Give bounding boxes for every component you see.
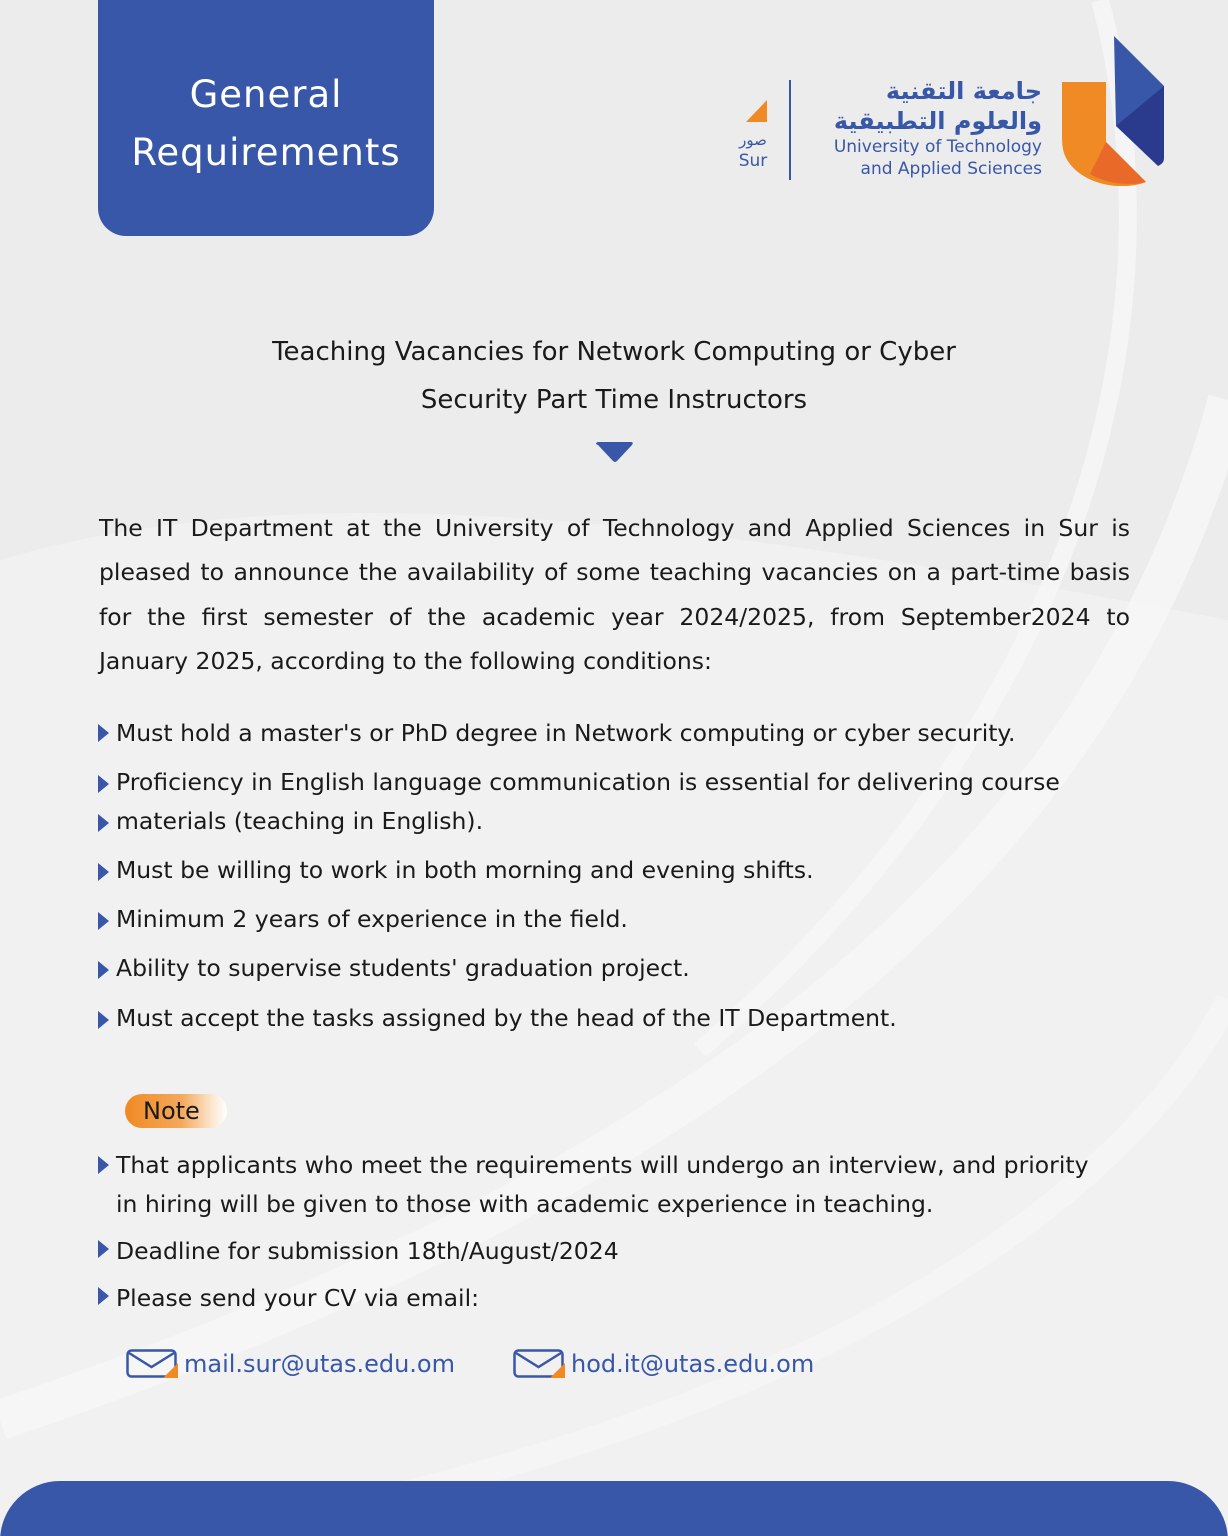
list-item: Deadline for submission 18th/August/2024 bbox=[96, 1232, 619, 1271]
list-item: Must hold a master's or PhD degree in Network computing or cyber security. bbox=[96, 714, 1015, 753]
page-title-line2: Security Part Time Instructors bbox=[420, 385, 808, 415]
campus-name-arabic: صور bbox=[739, 131, 767, 149]
tab-title-line1: General bbox=[189, 73, 343, 116]
page-title-line1: Teaching Vacancies for Network Computing or Cyber bbox=[272, 337, 956, 367]
campus-label bbox=[728, 100, 778, 172]
footer-band bbox=[0, 1481, 1228, 1536]
email-address[interactable]: hod.it@utas.edu.om bbox=[571, 1350, 815, 1378]
bullet-arrow-icon bbox=[98, 775, 109, 793]
section-tab bbox=[98, 0, 434, 236]
university-name bbox=[800, 76, 1042, 180]
note-badge: Note bbox=[125, 1094, 227, 1128]
bullet-arrow-icon bbox=[98, 912, 109, 930]
bullet-arrow-icon bbox=[98, 1240, 109, 1258]
page-title bbox=[214, 328, 1014, 424]
list-item: Ability to supervise students' graduation project. bbox=[96, 949, 690, 988]
email-link-hod[interactable] bbox=[513, 1346, 823, 1382]
list-item: materials (teaching in English). bbox=[96, 802, 483, 841]
email-link-sur[interactable] bbox=[126, 1346, 466, 1382]
logo-divider bbox=[789, 80, 791, 180]
university-name-english-line2: and Applied Sciences bbox=[860, 159, 1042, 179]
list-item: Proficiency in English language communication is essential for delivering course bbox=[96, 763, 1060, 802]
intro-paragraph: The IT Department at the University of Technology and Applied Sciences in Sur is pleased to announce the availability of some teaching vacancies on a part-time basis for the first semester of the academic year 2024/2025, from September2024 to January 2025, according to the following conditions: bbox=[99, 514, 1130, 675]
list-item: Please send your CV via email: bbox=[96, 1279, 479, 1318]
bullet-arrow-icon bbox=[98, 961, 109, 979]
bullet-arrow-icon bbox=[98, 1156, 109, 1174]
university-name-arabic-line2: والعلوم التطبيقية bbox=[833, 107, 1042, 135]
campus-triangle-icon bbox=[746, 100, 768, 122]
bullet-arrow-icon bbox=[98, 863, 109, 881]
envelope-icon bbox=[513, 1349, 567, 1379]
bullet-arrow-icon bbox=[98, 724, 109, 742]
list-item: Must be willing to work in both morning and evening shifts. bbox=[96, 851, 814, 890]
university-name-arabic-line1: جامعة التقنية bbox=[885, 77, 1042, 105]
university-name-english-line1: University of Technology bbox=[833, 137, 1042, 157]
bullet-arrow-icon bbox=[98, 1011, 109, 1029]
campus-name-english: Sur bbox=[738, 151, 768, 171]
list-item: That applicants who meet the requirements will undergo an interview, and priority bbox=[96, 1146, 1089, 1185]
email-address[interactable]: mail.sur@utas.edu.om bbox=[184, 1350, 455, 1378]
university-logo-icon bbox=[1060, 34, 1168, 186]
bullet-arrow-icon bbox=[98, 814, 109, 832]
list-item: Must accept the tasks assigned by the head of the IT Department. bbox=[96, 999, 897, 1038]
list-item: Minimum 2 years of experience in the field. bbox=[96, 900, 628, 939]
list-item-continuation: in hiring will be given to those with academic experience in teaching. bbox=[116, 1190, 934, 1218]
tab-title-line2: Requirements bbox=[131, 131, 401, 174]
chevron-down-icon bbox=[596, 442, 634, 464]
bullet-arrow-icon bbox=[98, 1287, 109, 1305]
envelope-icon bbox=[126, 1349, 180, 1379]
